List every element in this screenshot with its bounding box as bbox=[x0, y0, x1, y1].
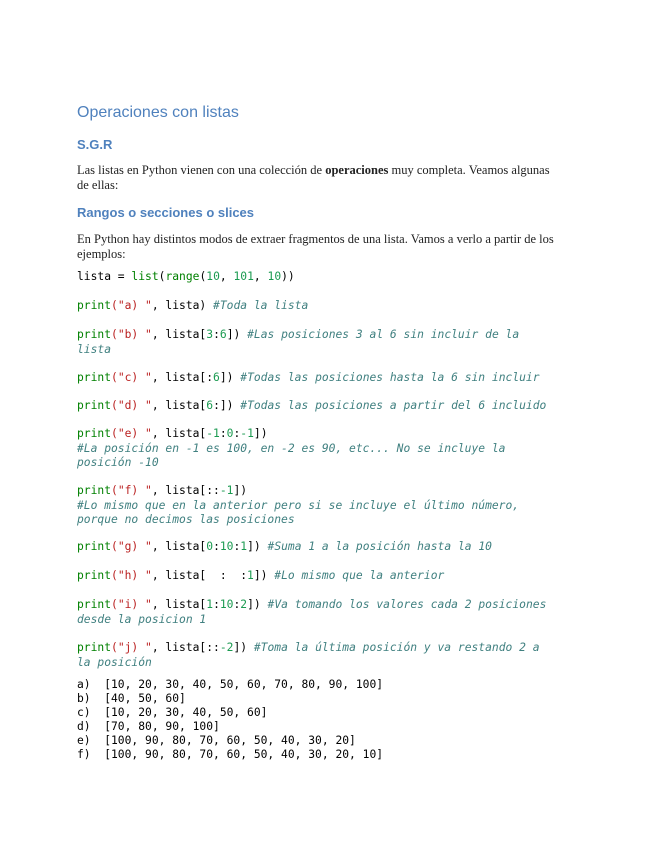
code-line-d: print("d) ", lista[6:]) #Todas las posiciones a partir del 6 incluido bbox=[77, 399, 547, 412]
page-title: Operaciones con listas bbox=[77, 104, 239, 121]
code-line-i: print("i) ", lista[1:10:2]) #Va tomando los valores cada 2 posiciones desde la posicion 1 bbox=[77, 598, 547, 626]
code-line-g: print("g) ", lista[0:10:1]) #Suma 1 a la posición hasta la 10 bbox=[77, 540, 492, 553]
code-line-j: print("j) ", lista[::-2]) #Toma la última posición y va restando 2 a la posición bbox=[77, 641, 540, 669]
intro-paragraph bbox=[77, 163, 557, 193]
output-line: c) [10, 20, 30, 40, 50, 60] bbox=[77, 706, 268, 720]
output-line: a) [10, 20, 30, 40, 50, 60, 70, 80, 90, 100] bbox=[77, 678, 384, 691]
code-line-b: print("b) ", lista[3:6]) #Las posiciones 3 al 6 sin incluir de la lista bbox=[77, 328, 520, 356]
code-line-e: print("e) ", lista[-1:0:-1]) #La posición en -1 es 100, en -2 es 90, etc... No se incluye la posición -10 bbox=[77, 427, 506, 469]
author-heading: S.G.R bbox=[77, 137, 113, 152]
code-line-h: print("h) ", lista[ : :1]) #Lo mismo que la anterior bbox=[77, 569, 445, 582]
section-intro-paragraph: En Python hay distintos modos de extraer fragmentos de una lista. Vamos a verlo a partir de los ejemplos: bbox=[77, 232, 554, 261]
output-line: b) [40, 50, 60] bbox=[77, 692, 186, 706]
output-line: e) [100, 90, 80, 70, 60, 50, 40, 30, 20] bbox=[77, 734, 356, 748]
code-line-a: print("a) ", lista) #Toda la lista bbox=[77, 299, 309, 312]
section-heading: Rangos o secciones o slices bbox=[77, 205, 255, 220]
intro-text-bold: operaciones bbox=[325, 163, 389, 177]
output-block bbox=[77, 678, 577, 763]
output-line: d) [70, 80, 90, 100] bbox=[77, 720, 220, 734]
code-line-list-definition: lista = list(range(10, 101, 10)) bbox=[77, 270, 295, 283]
intro-text-after: muy completa. Veamos algunas de ellas: bbox=[77, 163, 550, 192]
intro-text-before: Las listas en Python vienen con una colección de bbox=[77, 163, 326, 177]
code-line-f: print("f) ", lista[::-1]) #Lo mismo que en la anterior pero si se incluye el último número, porque no decimos las posiciones bbox=[77, 484, 520, 526]
output-line: f) [100, 90, 80, 70, 60, 50, 40, 30, 20, 10] bbox=[77, 748, 384, 762]
code-line-c: print("c) ", lista[:6]) #Todas las posiciones hasta la 6 sin incluir bbox=[77, 371, 540, 384]
